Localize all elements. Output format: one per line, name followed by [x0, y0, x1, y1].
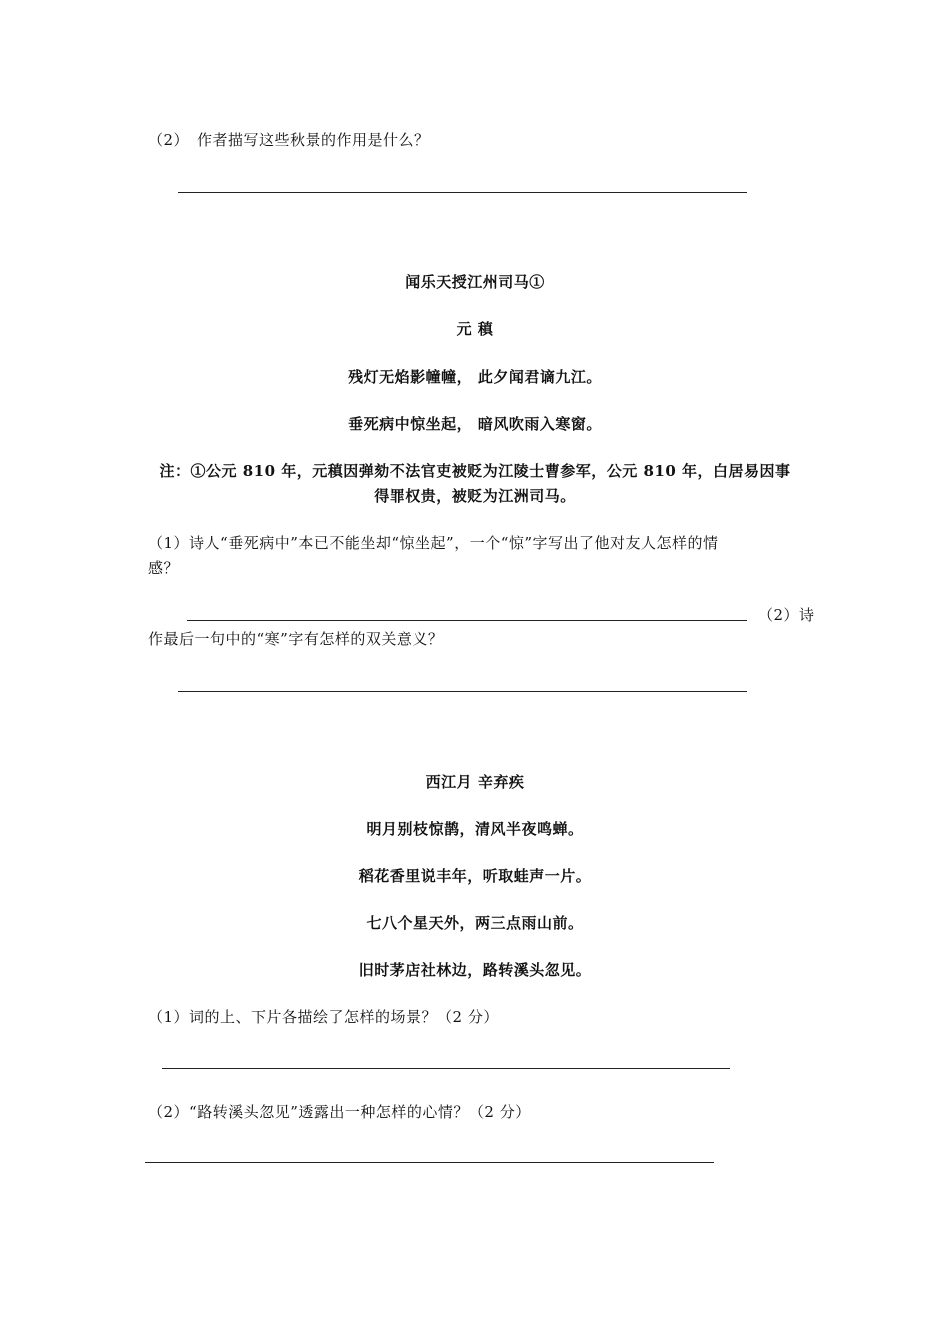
question-2-text: 作最后一句中的“寒”字有怎样的双关意义？ [148, 630, 444, 648]
answer-line[interactable] [162, 1068, 730, 1069]
poem-line: 旧时茅店社林边，路转溪头忽见。 [358, 961, 592, 979]
poem-title: 西江月 辛弃疾 [425, 773, 525, 791]
poem-line: 明月别枝惊鹊，清风半夜鸣蝉。 [366, 820, 584, 838]
poem-note: 注：①公元 810 年，元稹因弹劾不法官吏被贬为江陵士曹参军，公元 810 年，白居易因事 [159, 462, 791, 480]
poem-line: 垂死病中惊坐起， 暗风吹雨入寒窗。 [348, 415, 602, 433]
question-1-text-continued: 感？ [148, 559, 180, 577]
question-2-label: （2）诗 [758, 606, 815, 624]
question-2-text: （2）“路转溪头忽见”透露出一种怎样的心情？（2 分） [148, 1103, 531, 1121]
answer-line[interactable] [178, 691, 747, 692]
poem-title: 闻乐天授江州司马① [405, 273, 545, 291]
poem-note-continued: 得罪权贵，被贬为江洲司马。 [374, 487, 576, 505]
answer-line[interactable] [187, 620, 747, 621]
answer-line[interactable] [178, 192, 747, 193]
poem-line: 稻花香里说丰年，听取蛙声一片。 [358, 867, 592, 885]
poem-line: 七八个星天外，两三点雨山前。 [366, 914, 584, 932]
poem-line: 残灯无焰影幢幢， 此夕闻君谪九江。 [348, 368, 602, 386]
question-2-text: （2） 作者描写这些秋景的作用是什么？ [148, 131, 430, 149]
question-1-text: （1）诗人“垂死病中”本已不能坐却“惊坐起”，一个“惊”字写出了他对友人怎样的情 [148, 534, 719, 552]
answer-line[interactable] [145, 1162, 714, 1163]
poem-author: 元 稹 [456, 320, 494, 338]
question-1-text: （1）词的上、下片各描绘了怎样的场景？（2 分） [148, 1008, 499, 1026]
